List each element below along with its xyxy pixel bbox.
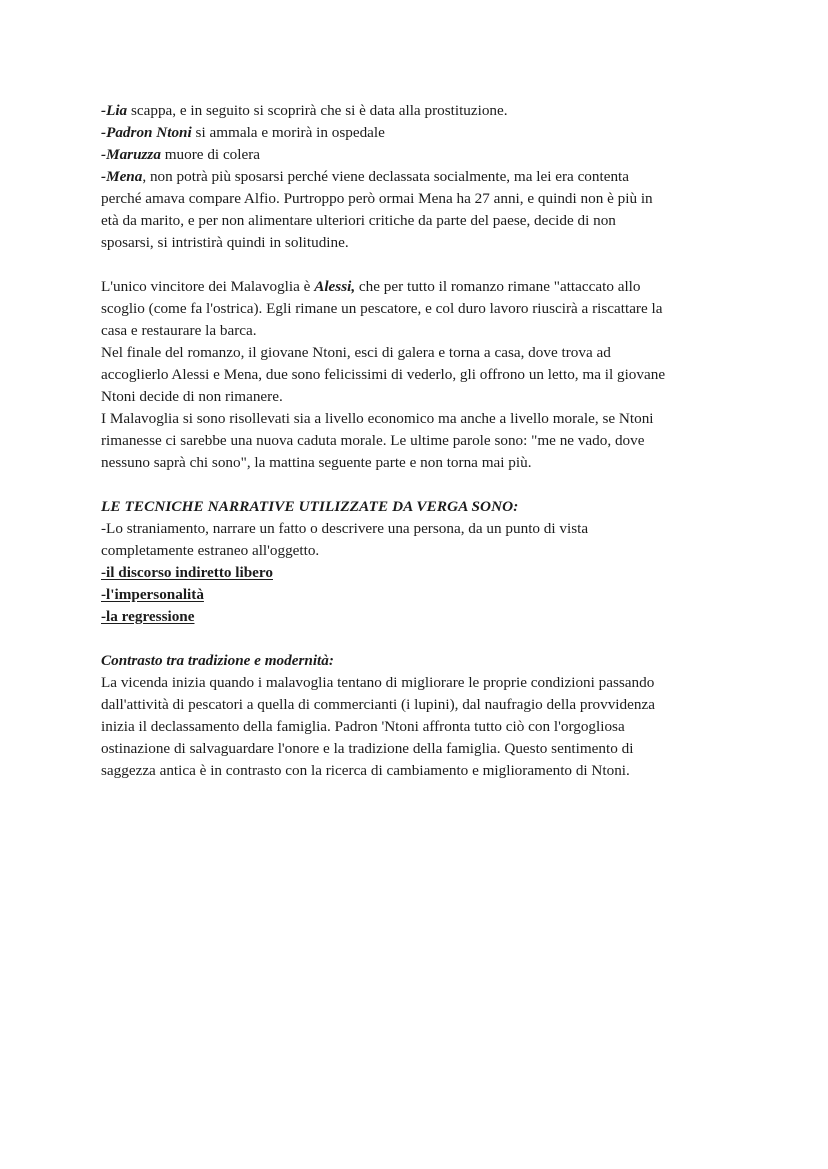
contrast-heading: Contrasto tra tradizione e modernità: [101,652,334,669]
character-name-mena: Mena [106,168,143,185]
alessi-name: Alessi, [314,278,356,295]
text-line: rimanesse ci sarebbe una nuova caduta morale. Le ultime parole sono: "me ne vado, dove [101,432,645,449]
character-text: si ammala e morirà in ospedale [191,124,385,141]
text-line: ostinazione di salvaguardare l'onore e la tradizione della famiglia. Questo sentimento di [101,740,634,757]
character-line-lia [101,100,741,122]
text-line: Nel finale del romanzo, il giovane Ntoni, esci di galera e torna a casa, dove trova ad [101,344,611,361]
character-text: , non potrà più sposarsi perché viene declassata socialmente, ma lei era contenta [142,168,630,185]
character-name-padron-ntoni: Padron Ntoni [106,124,192,141]
text-line: -Lo straniamento, narrare un fatto o descrivere una persona, da un punto di vista [101,520,589,537]
text-line: nessuno saprà chi sono", la mattina seguente parte e non torna mai più. [101,454,532,471]
paragraph-gap [101,254,741,276]
text-line: accoglierlo Alessi e Mena, due sono felicissimi di vederlo, gli offrono un letto, ma il giovane [101,366,666,383]
character-prefix: - [101,146,107,163]
character-name-maruzza: Maruzza [106,146,161,163]
paragraph-gap [101,628,741,650]
text-line: età da marito, e per non alimentare ulteriori critiche da parte del paese, decide di non [101,212,616,229]
paragraph-gap [101,474,741,496]
characters-fates [101,100,741,254]
text-line: completamente estraneo all'oggetto. [101,542,320,559]
text-line: perché amava compare Alfio. Purtroppo però ormai Mena ha 27 anni, e quindi non è più in [101,190,653,207]
character-line-maruzza [101,144,741,166]
text-line: saggezza antica è in contrasto con la ricerca di cambiamento e miglioramento di Ntoni. [101,762,630,779]
text-line: La vicenda inizia quando i malavoglia tentano di migliorare le proprie condizioni passando [101,674,655,691]
techniques-section [101,496,741,628]
technique-item: -l'impersonalità [101,586,204,603]
alessi-paragraph [101,276,741,474]
text-line: Ntoni decide di non rimanere. [101,388,283,405]
text-line [101,276,741,298]
technique-item: -la regressione [101,608,195,625]
character-prefix: - [101,124,107,141]
text-line: casa e restaurare la barca. [101,322,257,339]
technique-item: -il discorso indiretto libero [101,564,273,581]
contrast-section [101,650,741,782]
text-line: scoglio (come fa l'ostrica). Egli rimane un pescatore, e col duro lavoro riuscirà a riscattare la [101,300,663,317]
character-prefix: - [101,168,107,185]
text-line: I Malavoglia si sono risollevati sia a livello economico ma anche a livello morale, se Ntoni [101,410,654,427]
document-page [101,100,741,782]
text-line: dall'attività di pescatori a quella di commercianti (i lupini), dal naufragio della provvidenza [101,696,655,713]
character-text: scappa, e in seguito si scoprirà che si è data alla prostituzione. [127,102,508,119]
text-line: sposarsi, si intristirà quindi in solitudine. [101,234,349,251]
character-text: muore di colera [160,146,261,163]
character-line-padron-ntoni [101,122,741,144]
text-line: inizia il declassamento della famiglia. Padron 'Ntoni affronta tutto ciò con l'orgogliosa [101,718,625,735]
alessi-before: L'unico vincitore dei Malavoglia è [101,278,315,295]
character-name-lia: Lia [106,102,128,119]
alessi-after: che per tutto il romanzo rimane "attaccato allo [355,278,641,295]
techniques-heading: LE TECNICHE NARRATIVE UTILIZZATE DA VERGA SONO: [101,498,519,515]
character-line-mena [101,166,741,188]
character-prefix: - [101,102,107,119]
